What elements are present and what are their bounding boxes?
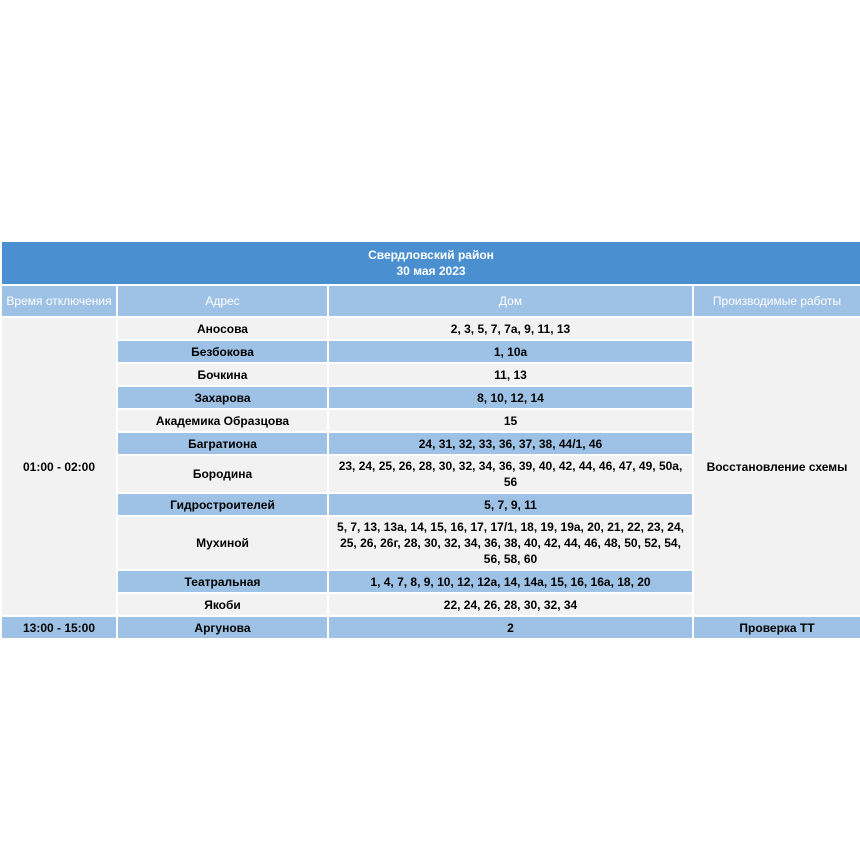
column-header-time: Время отключения	[1, 285, 117, 317]
address-cell: Академика Образцова	[117, 409, 328, 432]
time-cell: 13:00 - 15:00	[1, 616, 117, 639]
house-cell: 1, 4, 7, 8, 9, 10, 12, 12а, 14, 14а, 15, 16, 16а, 18, 20	[328, 570, 693, 593]
address-cell: Мухиной	[117, 516, 328, 570]
address-cell: Захарова	[117, 386, 328, 409]
column-header-address: Адрес	[117, 285, 328, 317]
address-cell: Гидростроителей	[117, 493, 328, 516]
district-name: Свердловский район	[368, 248, 494, 262]
address-cell: Безбокова	[117, 340, 328, 363]
house-cell: 11, 13	[328, 363, 693, 386]
house-cell: 22, 24, 26, 28, 30, 32, 34	[328, 593, 693, 616]
house-cell: 23, 24, 25, 26, 28, 30, 32, 34, 36, 39, 40, 42, 44, 46, 47, 49, 50а, 56	[328, 455, 693, 493]
works-cell: Проверка ТТ	[693, 616, 860, 639]
house-cell: 5, 7, 9, 11	[328, 493, 693, 516]
title-row	[1, 241, 860, 285]
house-cell: 2	[328, 616, 693, 639]
time-cell: 01:00 - 02:00	[1, 317, 117, 616]
table-row	[1, 317, 860, 340]
address-cell: Бочкина	[117, 363, 328, 386]
outage-date: 30 мая 2023	[396, 264, 466, 278]
house-cell: 2, 3, 5, 7, 7а, 9, 11, 13	[328, 317, 693, 340]
address-cell: Багратиона	[117, 432, 328, 455]
address-cell: Якоби	[117, 593, 328, 616]
house-cell: 24, 31, 32, 33, 36, 37, 38, 44/1, 46	[328, 432, 693, 455]
header-row	[1, 285, 860, 317]
address-cell: Театральная	[117, 570, 328, 593]
house-cell: 15	[328, 409, 693, 432]
address-cell: Аносова	[117, 317, 328, 340]
outage-schedule-table	[0, 240, 860, 640]
outage-table-container	[0, 240, 860, 640]
column-header-house: Дом	[328, 285, 693, 317]
column-header-works: Производимые работы	[693, 285, 860, 317]
address-cell: Бородина	[117, 455, 328, 493]
table-row	[1, 616, 860, 639]
house-cell: 8, 10, 12, 14	[328, 386, 693, 409]
address-cell: Аргунова	[117, 616, 328, 639]
works-cell: Восстановление схемы	[693, 317, 860, 616]
house-cell: 1, 10а	[328, 340, 693, 363]
table-title	[1, 241, 860, 285]
house-cell: 5, 7, 13, 13а, 14, 15, 16, 17, 17/1, 18, 19, 19а, 20, 21, 22, 23, 24, 25, 26, 26г, 28, 30, 32, 34, 36, 38, 40, 42, 44, 46, 48, 50, 52, 54, 56, 58, 60	[328, 516, 693, 570]
